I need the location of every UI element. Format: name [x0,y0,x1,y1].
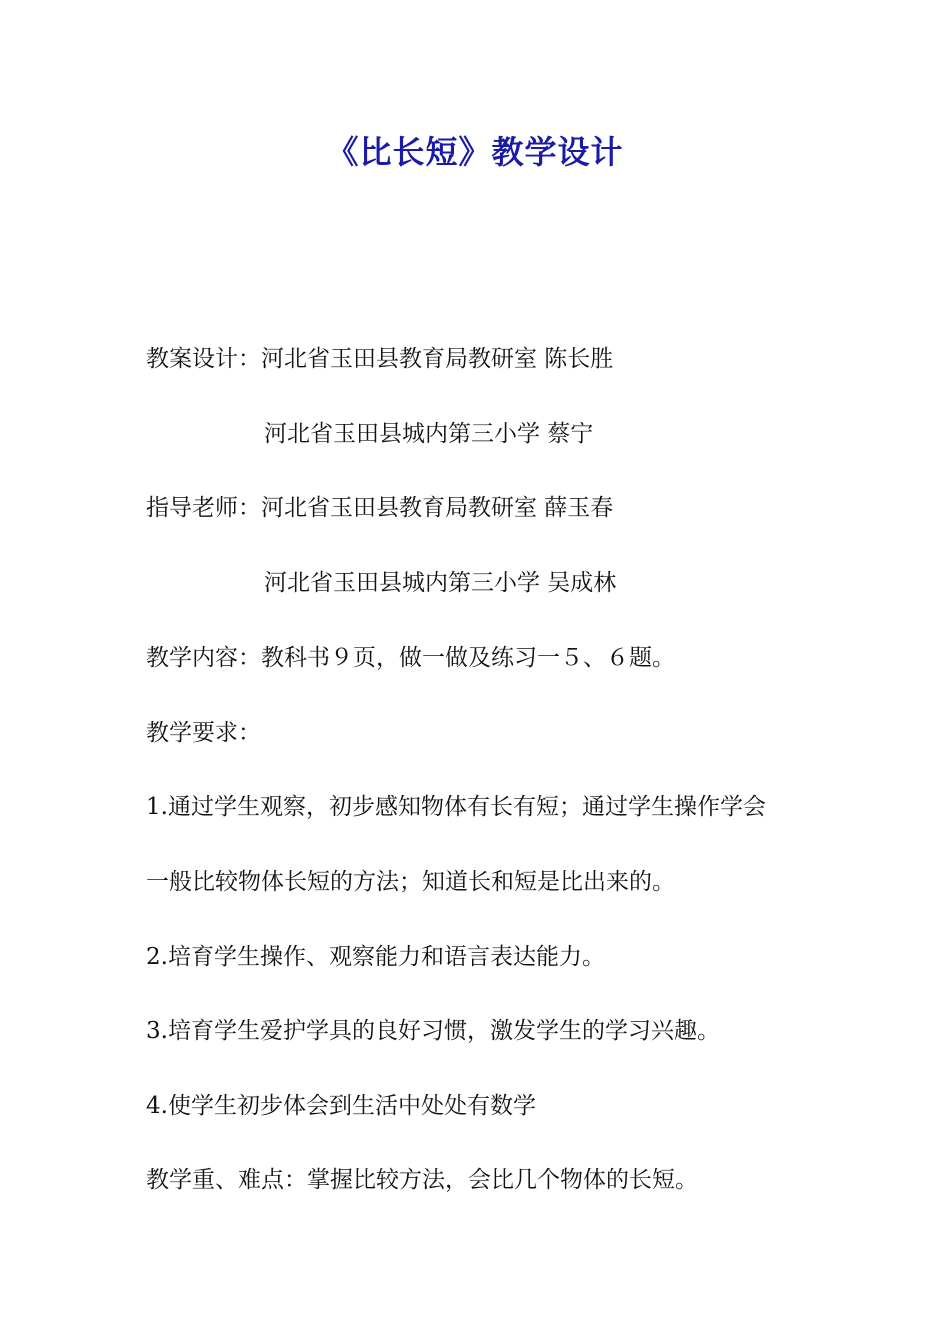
document-title: 《比长短》教学设计 [326,133,624,171]
requirement-2: 2.培育学生操作、观察能力和语言表达能力。 [146,944,605,970]
requirement-3: 3.培育学生爱护学具的良好习惯，激发学生的学习兴趣。 [146,1018,720,1044]
requirement-4: 4.使学生初步体会到生活中处处有数学 [146,1093,536,1119]
advisor-line-1: 指导老师：河北省玉田县教育局教研室 薛玉春 [146,495,614,521]
designer-line-1: 教案设计：河北省玉田县教育局教研室 陈长胜 [146,346,614,372]
key-difficult-points: 教学重、难点：掌握比较方法，会比几个物体的长短。 [146,1167,698,1193]
requirement-1-line-1: 1.通过学生观察，初步感知物体有长有短；通过学生操作学会 [146,794,766,820]
designer-line-2: 河北省玉田县城内第三小学 蔡宁 [264,421,594,447]
advisor-line-2: 河北省玉田县城内第三小学 吴成林 [264,570,617,596]
requirements-heading: 教学要求： [146,720,261,746]
teaching-content-line: 教学内容：教科书９页，做一做及练习一５、６题。 [146,645,675,671]
requirement-1-line-2: 一般比较物体长短的方法；知道长和短是比出来的。 [146,869,675,895]
